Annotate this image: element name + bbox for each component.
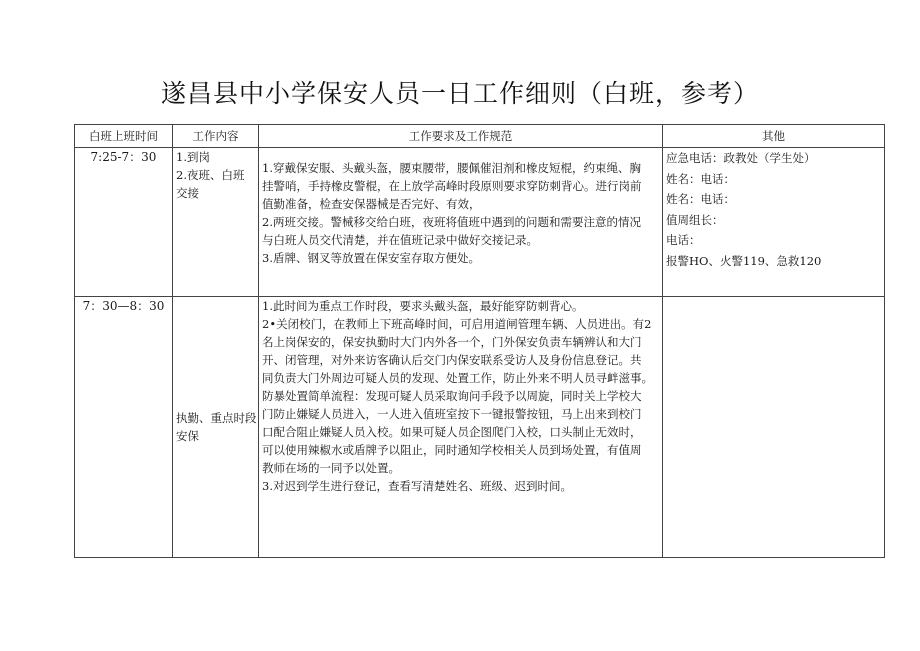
content-line: 执勤、重点时段: [176, 411, 257, 425]
requirement-line: 口配合阻止嫌疑人员入校。如果可疑人员企图爬门入校，口头制止无效时，: [262, 425, 642, 439]
header-shift-time: 白班上班时间: [75, 125, 173, 148]
row-time: 7:25-7：30: [75, 148, 173, 297]
requirement-line: 名上岗保安的，保安执勤时大门内外各一个，门外保安负责车辆辨认和大门: [262, 335, 642, 349]
requirement-line: 开、闭管理，对外来访客确认后交门内保安联系受访人及身份信息登记。共: [262, 353, 642, 367]
contact-name-phone: 姓名：电话：: [666, 171, 735, 186]
row-other: [663, 148, 885, 297]
requirement-line: 2.两班交接。警械移交给白班，夜班将值班中遇到的问题和需要注意的情况: [262, 215, 641, 229]
requirement-line: 门防止嫌疑人员进入，一人进入值班室按下一键报警按钮，马上出来到校门: [262, 407, 642, 421]
requirement-line: 挂警哨，手持橡皮警棍，在上放学高峰时段原则要求穿防刺背心。进行岗前: [262, 179, 642, 193]
row-content: [173, 148, 259, 297]
content-line: 交接: [176, 186, 199, 200]
page-title: 遂昌县中小学保安人员一日工作细则（白班，参考）: [160, 79, 759, 108]
duty-leader-phone: 电话：: [666, 233, 701, 247]
row-time: 7：30—8：30: [75, 297, 173, 558]
requirement-line: 与白班人员交代清楚，并在值班记录中做好交接记录。: [262, 233, 538, 247]
requirement-line: 2•关闭校门，在教师上下班高峰时间，可启用道闸管理车辆、人员进出。有2: [262, 317, 652, 331]
requirement-line: 3.对迟到学生进行登记，查看写清楚姓名、班级、迟到时间。: [262, 479, 572, 493]
requirement-line: 3.盾牌、钢叉等放置在保安室存取方便处。: [262, 251, 480, 265]
emergency-contact-line: 应急电话：政教处（学生处）: [666, 151, 816, 165]
header-work-requirements: 工作要求及工作规范: [259, 125, 663, 148]
table-header-row: [75, 125, 885, 148]
contact-name-phone: 姓名：电话：: [666, 192, 735, 206]
duty-table: [74, 124, 885, 558]
table-row: [75, 148, 885, 297]
content-line: 安保: [176, 429, 199, 443]
requirement-line: 防暴处置简单流程：发现可疑人员采取询问手段予以周旋，同时关上学校大: [262, 389, 642, 403]
row-other-empty: [663, 297, 885, 558]
duty-leader-line: 值周组长：: [666, 212, 724, 227]
requirement-line: 可以使用辣椒水或盾牌予以阻止，同时通知学校相关人员到场处置，有值周: [262, 443, 642, 457]
row-requirements: [259, 297, 663, 558]
content-line: 1.到岗: [176, 150, 210, 164]
row-requirements: [259, 148, 663, 297]
header-other: 其他: [663, 125, 885, 148]
row-content: [173, 297, 259, 558]
requirement-line: 同负责大门外周边可疑人员的发现、处置工作，防止外来不明人员寻衅滋事。: [262, 371, 653, 385]
content-line: 2.夜班、白班: [176, 168, 245, 182]
table-row: [75, 297, 885, 558]
header-work-content: 工作内容: [173, 125, 259, 148]
alarm-numbers: 报警HO、火警119、急救120: [666, 253, 822, 268]
requirement-line: 1.穿戴保安服、头戴头盔，腰束腰带，腰佩催泪剂和橡皮短棍，约束绳、胸: [262, 161, 641, 175]
requirement-line: 值勤准备，检查安保器械是否完好、有效，: [262, 197, 481, 211]
requirement-line: 1.此时间为重点工作时段，要求头戴头盔，最好能穿防刺背心。: [262, 299, 584, 313]
requirement-line: 教师在场的一同予以处置。: [262, 461, 400, 475]
